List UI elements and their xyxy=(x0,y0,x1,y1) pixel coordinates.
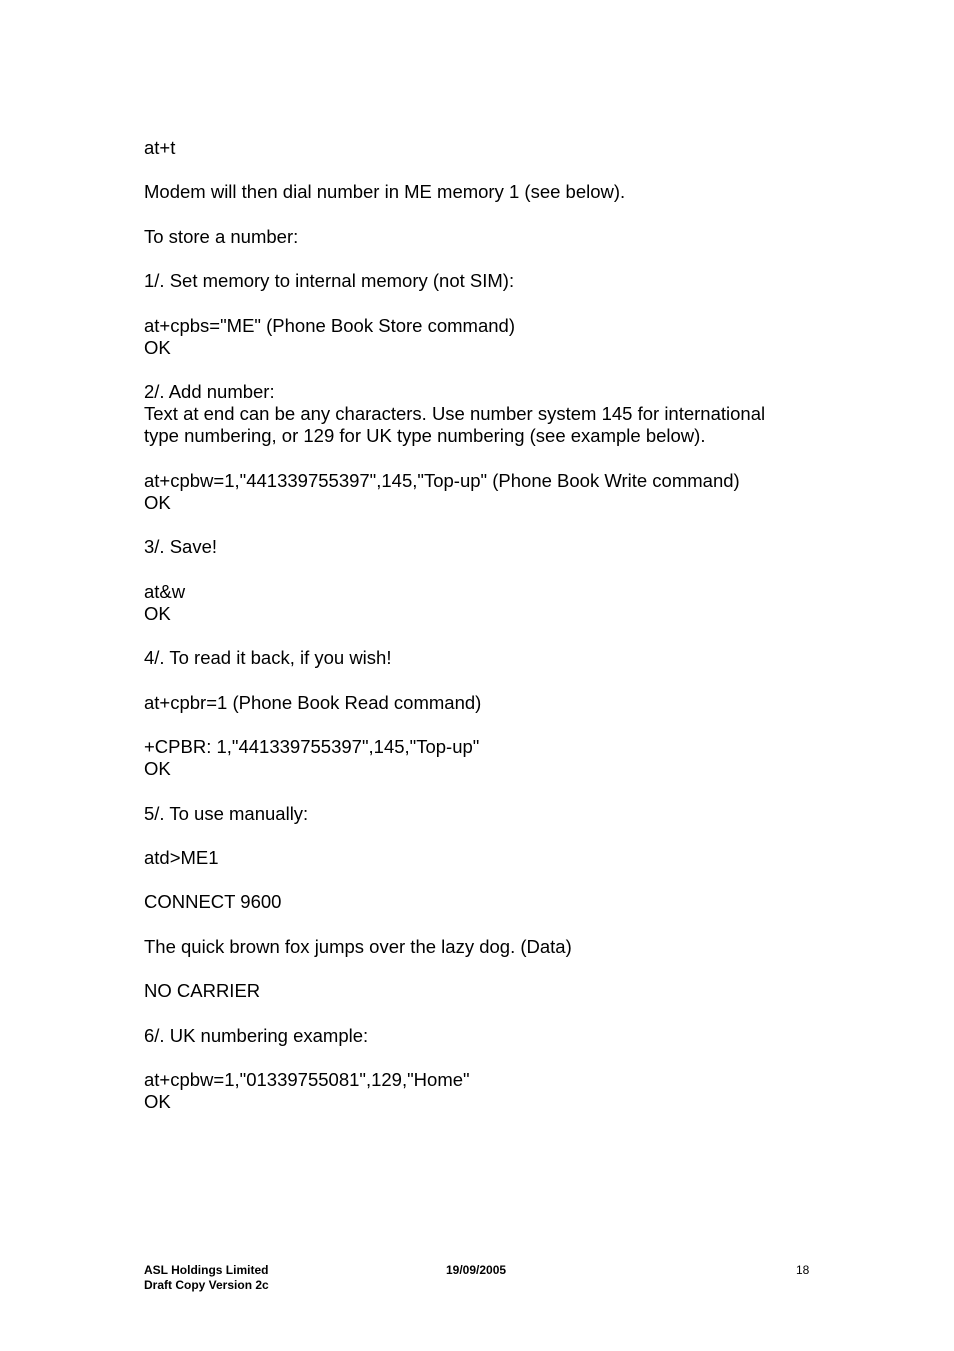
command-line: at+cpbw=1,"441339755397",145,"Top-up" (Phone Book Write command) xyxy=(144,469,740,491)
paragraph-text: Modem will then dial number in ME memory 1 (see below). xyxy=(144,181,626,203)
response-line: OK xyxy=(144,602,171,624)
response-line: CONNECT 9600 xyxy=(144,891,282,913)
footer-version: Draft Copy Version 2c xyxy=(144,1278,269,1292)
paragraph-gap xyxy=(144,869,824,891)
paragraph-gap xyxy=(144,1047,824,1069)
paragraph-gap xyxy=(144,359,824,381)
command-line: at+cpbw=1,"01339755081",129,"Home" xyxy=(144,1068,470,1090)
response-line: OK xyxy=(144,336,171,358)
paragraph-gap xyxy=(144,914,824,936)
response-line: NO CARRIER xyxy=(144,980,261,1002)
paragraph-text: type numbering, or 129 for UK type numbering (see example below). xyxy=(144,425,706,447)
response-line: OK xyxy=(144,492,171,513)
paragraph-gap xyxy=(144,780,824,802)
paragraph-gap xyxy=(144,825,824,847)
command-line: atd>ME1 xyxy=(144,847,219,868)
step-heading: 1/. Set memory to internal memory (not SIM): xyxy=(144,270,515,292)
paragraph-gap xyxy=(144,248,824,270)
step-heading: 5/. To use manually: xyxy=(144,802,309,824)
paragraph-gap xyxy=(144,292,824,314)
response-line: OK xyxy=(144,1091,171,1113)
paragraph-text: To store a number: xyxy=(144,225,299,247)
command-line: at+cpbr=1 (Phone Book Read command) xyxy=(144,691,482,713)
step-heading: 3/. Save! xyxy=(144,536,218,558)
paragraph-gap xyxy=(144,159,824,181)
step-heading: 6/. UK numbering example: xyxy=(144,1024,369,1046)
footer-company: ASL Holdings Limited xyxy=(144,1263,269,1277)
footer-page-number: 18 xyxy=(796,1263,810,1277)
paragraph-gap xyxy=(144,448,824,470)
paragraph-gap xyxy=(144,714,824,736)
document-body xyxy=(144,137,824,1113)
footer-company-block xyxy=(144,1263,269,1293)
paragraph-gap xyxy=(144,625,824,647)
response-line: +CPBR: 1,"441339755397",145,"Top-up" xyxy=(144,736,480,758)
paragraph-gap xyxy=(144,1002,824,1024)
footer-date: 19/09/2005 xyxy=(446,1263,507,1277)
step-heading: 2/. Add number: xyxy=(144,381,275,403)
paragraph-gap xyxy=(144,204,824,226)
step-heading: 4/. To read it back, if you wish! xyxy=(144,647,392,669)
command-line: at+t xyxy=(144,137,176,158)
paragraph-text: Text at end can be any characters. Use number system 145 for international xyxy=(144,403,766,425)
paragraph-gap xyxy=(144,958,824,980)
response-line: OK xyxy=(144,758,171,780)
command-line: at&w xyxy=(144,580,186,602)
data-line: The quick brown fox jumps over the lazy dog. (Data) xyxy=(144,935,572,957)
paragraph-gap xyxy=(144,670,824,692)
paragraph-gap xyxy=(144,559,824,581)
command-line: at+cpbs="ME" (Phone Book Store command) xyxy=(144,314,515,336)
paragraph-gap xyxy=(144,514,824,536)
